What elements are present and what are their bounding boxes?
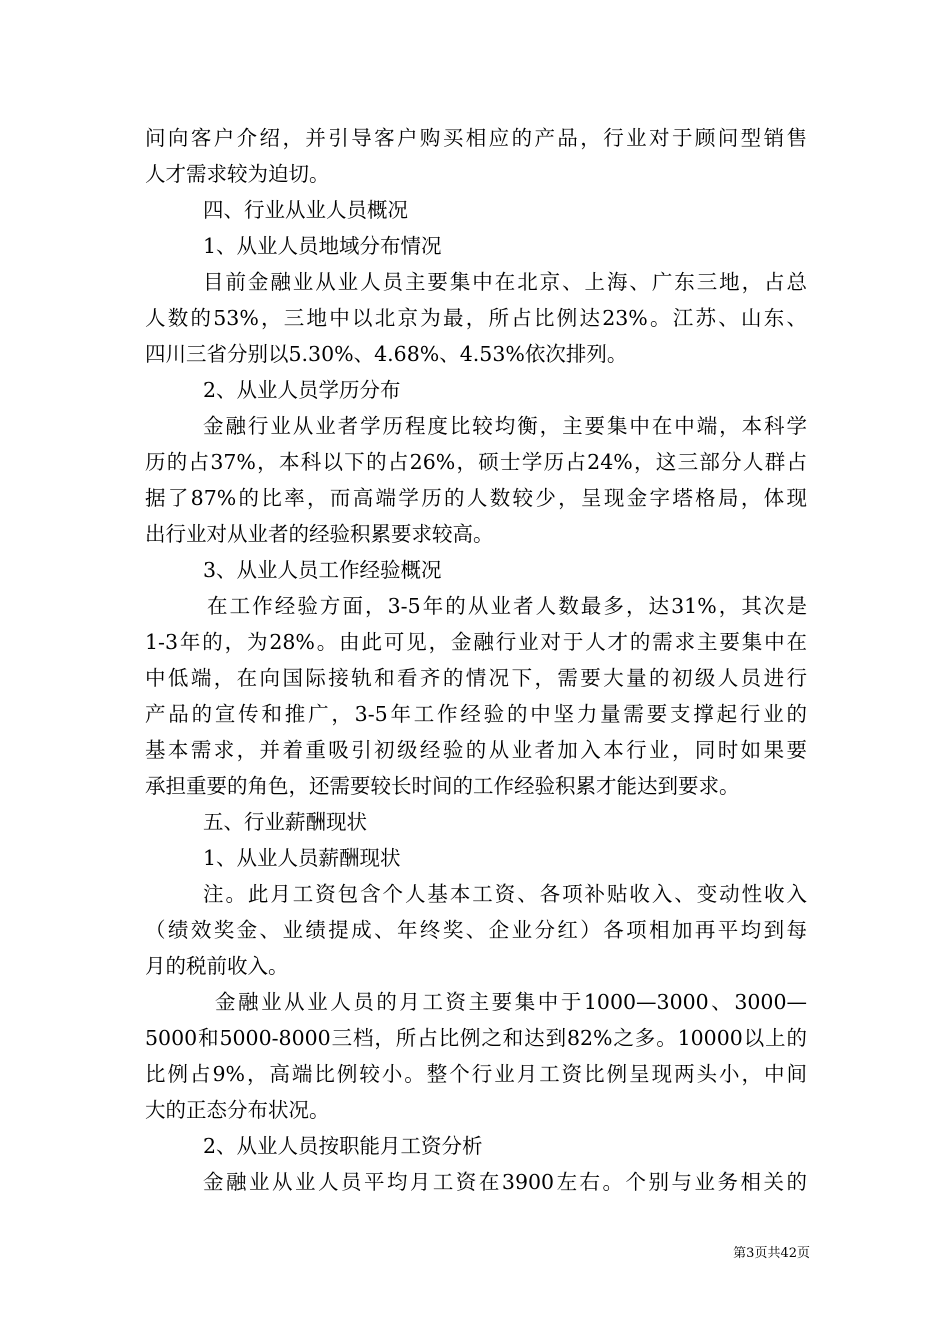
text-line: 在工作经验方面，3-5年的从业者人数最多，达31%，其次是	[207, 594, 807, 618]
subsection-heading: 3、从业人员工作经验概况	[203, 558, 442, 582]
section-heading: 四、行业从业人员概况	[203, 198, 408, 222]
text-line: 问向客户介绍，并引导客户购买相应的产品，行业对于顾问型销售	[145, 126, 807, 150]
text-line: （绩效奖金、业绩提成、年终奖、企业分红）各项相加再平均到每	[145, 918, 807, 942]
text-line: 1-3年的，为28%。由此可见，金融行业对于人才的需求主要集中在	[145, 630, 807, 654]
text-line: 据了87%的比率，而高端学历的人数较少，呈现金字塔格局，体现	[145, 486, 807, 510]
text-line: 金融业从业人员的月工资主要集中于1000—3000、3000—	[215, 990, 807, 1014]
text-line: 出行业对从业者的经验积累要求较高。	[145, 522, 494, 546]
subsection-heading: 2、从业人员按职能月工资分析	[203, 1134, 483, 1158]
text-line: 人才需求较为迫切。	[145, 162, 330, 186]
subsection-heading: 2、从业人员学历分布	[203, 378, 401, 402]
text-line: 金融业从业人员平均月工资在3900左右。个别与业务相关的	[203, 1170, 807, 1194]
text-line: 目前金融业从业人员主要集中在北京、上海、广东三地，占总	[203, 270, 807, 294]
body-text	[145, 120, 807, 1200]
text-line: 月的税前收入。	[145, 954, 289, 978]
page-number: 第3页共42页	[733, 1246, 810, 1261]
text-line: 大的正态分布状况。	[145, 1098, 330, 1122]
text-line: 金融行业从业者学历程度比较均衡，主要集中在中端，本科学	[203, 414, 807, 438]
text-line: 承担重要的角色，还需要较长时间的工作经验积累才能达到要求。	[145, 774, 740, 798]
text-line: 人数的53%，三地中以北京为最，所占比例达23%。江苏、山东、	[145, 306, 807, 330]
subsection-heading: 1、从业人员地域分布情况	[203, 234, 442, 258]
text-line: 注。此月工资包含个人基本工资、各项补贴收入、变动性收入	[203, 882, 807, 906]
text-line: 产品的宣传和推广，3-5年工作经验的中坚力量需要支撑起行业的	[145, 702, 807, 726]
text-line: 比例占9%，高端比例较小。整个行业月工资比例呈现两头小，中间	[145, 1062, 807, 1086]
section-heading: 五、行业薪酬现状	[203, 810, 367, 834]
text-line: 5000和5000-8000三档，所占比例之和达到82%之多。10000以上的	[145, 1026, 807, 1050]
text-line: 四川三省分别以5.30%、4.68%、4.53%依次排列。	[145, 342, 628, 366]
subsection-heading: 1、从业人员薪酬现状	[203, 846, 401, 870]
text-line: 基本需求，并着重吸引初级经验的从业者加入本行业，同时如果要	[145, 738, 807, 762]
text-line: 历的占37%，本科以下的占26%，硕士学历占24%，这三部分人群占	[145, 450, 807, 474]
text-line: 中低端，在向国际接轨和看齐的情况下，需要大量的初级人员进行	[145, 666, 807, 690]
